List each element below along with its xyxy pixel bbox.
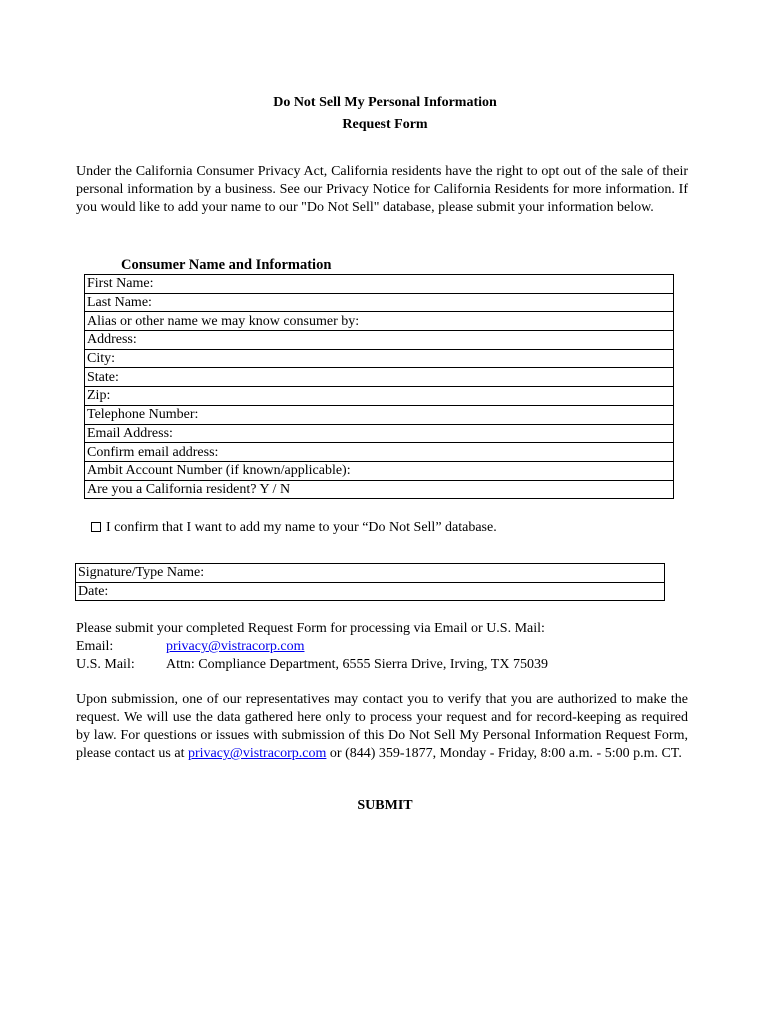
field-label: Confirm email address: (85, 443, 674, 462)
footer-paragraph (76, 691, 688, 763)
field-label: State: (85, 368, 674, 387)
field-account-number[interactable] (85, 461, 674, 480)
consent-row (91, 520, 497, 536)
field-label: Address: (85, 331, 674, 350)
email-label: Email: (76, 639, 114, 654)
field-signature[interactable] (76, 564, 665, 583)
field-label: Date: (76, 582, 665, 601)
field-date[interactable] (76, 582, 665, 601)
mail-address: Attn: Compliance Department, 6555 Sierra Drive, Irving, TX 75039 (166, 657, 548, 672)
field-last-name[interactable] (85, 293, 674, 312)
field-zip[interactable] (85, 387, 674, 406)
field-alias[interactable] (85, 312, 674, 331)
intro-paragraph: Under the California Consumer Privacy Act, California residents have the right to opt out of the sale of their personal information by a business. See our Privacy Notice for California Residents for more information. If you would like to add your name to our "Do Not Sell" database, please submit your information below. (76, 164, 688, 215)
consent-label: I confirm that I want to add my name to your “Do Not Sell” database. (106, 520, 497, 535)
field-label: Signature/Type Name: (76, 564, 665, 583)
field-email[interactable] (85, 424, 674, 443)
submission-instructions: Please submit your completed Request Form for processing via Email or U.S. Mail: (76, 621, 545, 636)
field-confirm-email[interactable] (85, 443, 674, 462)
signature-table (75, 563, 665, 601)
field-label: Zip: (85, 387, 674, 406)
field-first-name[interactable] (85, 275, 674, 294)
field-california-resident[interactable] (85, 480, 674, 499)
mail-row (76, 656, 548, 674)
field-label: Last Name: (85, 293, 674, 312)
field-label: Are you a California resident? Y / N (85, 480, 674, 499)
footer-email-link[interactable]: privacy@vistracorp.com (187, 746, 327, 761)
field-address[interactable] (85, 331, 674, 350)
field-label: City: (85, 349, 674, 368)
field-city[interactable] (85, 349, 674, 368)
mail-label: U.S. Mail: (76, 657, 135, 672)
email-link[interactable]: privacy@vistracorp.com (166, 639, 305, 654)
consumer-info-table (84, 274, 674, 499)
field-label: First Name: (85, 275, 674, 294)
consent-checkbox[interactable] (91, 522, 101, 532)
field-label: Email Address: (85, 424, 674, 443)
footer-text-end: or (844) 359-1877, Monday - Friday, 8:00 a.m. - 5:00 p.m. CT. (326, 746, 682, 761)
field-label: Alias or other name we may know consumer by: (85, 312, 674, 331)
field-telephone[interactable] (85, 405, 674, 424)
form-title: Do Not Sell My Personal Information (273, 95, 497, 110)
field-label: Telephone Number: (85, 405, 674, 424)
consumer-section-heading: Consumer Name and Information (121, 257, 332, 273)
email-row (76, 638, 304, 656)
field-state[interactable] (85, 368, 674, 387)
form-subtitle: Request Form (342, 117, 428, 132)
field-label: Ambit Account Number (if known/applicable): (85, 461, 674, 480)
submit-button[interactable]: SUBMIT (357, 798, 413, 813)
footer-text: Upon submission, one of our representatives may contact you to verify that you are authorized to make the request. We will use the data gathered here only to process your request and for record-keeping as required by law. For questions or issues with submission of this Do Not Sell My Personal Information Request Form, please contact us at (76, 692, 688, 761)
